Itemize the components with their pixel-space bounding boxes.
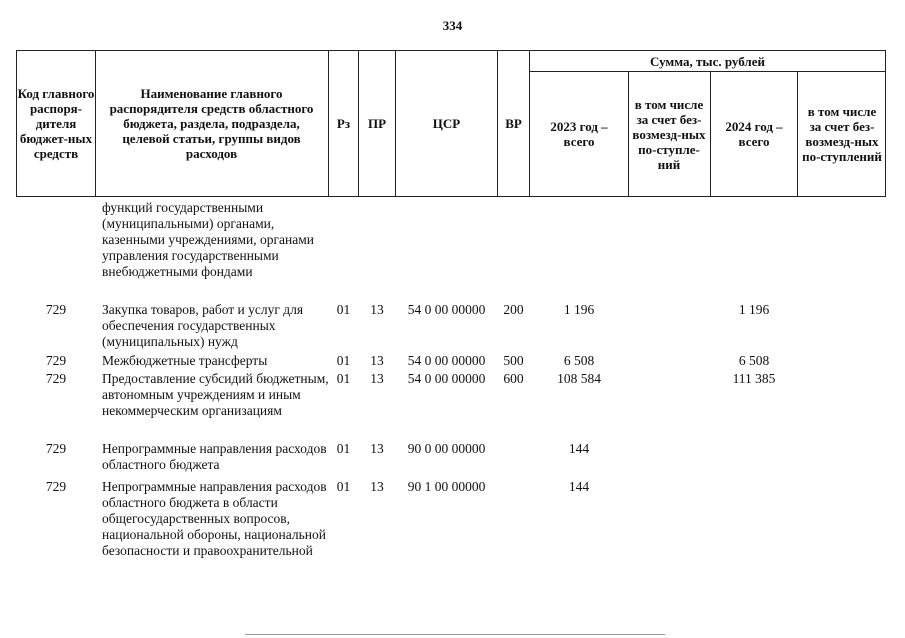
row-name: Непрограммные направления расходов областного бюджета в области общегосударственных вопросов, национальной обороны, национальной безопасности и правоохранительной (102, 479, 327, 558)
row-name: Закупка товаров, работ и услуг для обеспечения государственных (муниципальных) нужд (102, 302, 304, 349)
row-code: 729 (45, 441, 67, 456)
row-rz: 01 (336, 302, 351, 317)
row-name: Непрограммные направления расходов областного бюджета (102, 441, 327, 472)
row-rz: 01 (336, 353, 351, 368)
col-border-10 (885, 50, 886, 197)
row-2023-total: 144 (568, 479, 590, 494)
row-rz: 01 (336, 479, 351, 494)
row-pr: 13 (370, 441, 384, 456)
row-2024-total: 1 196 (738, 302, 770, 317)
row-csr: 90 1 00 00000 (407, 479, 486, 494)
row-2023-total: 6 508 (563, 353, 595, 368)
header-vr: ВР (505, 116, 522, 131)
row-csr: 54 0 00 00000 (407, 353, 486, 368)
header-2023-free: в том числе за счет без-возмезд-ных по-ступле-ний (632, 96, 706, 172)
row-2023-total: 108 584 (557, 371, 601, 386)
header-pr: ПР (367, 116, 387, 131)
row-csr: 54 0 00 00000 (407, 302, 486, 317)
row-name: Межбюджетные трансферты (102, 353, 268, 368)
header-code: Код главного распоря-дителя бюджет-ных средств (17, 86, 95, 161)
col-border-8 (710, 71, 711, 197)
page-bottom-edge (245, 634, 665, 635)
row-code: 729 (45, 479, 67, 494)
row-csr: 54 0 00 00000 (407, 371, 486, 386)
row-code: 729 (45, 353, 67, 368)
header-2023-total: 2023 год – всего (550, 119, 608, 149)
row-2023-total: 144 (568, 441, 590, 456)
row-rz: 01 (336, 441, 351, 456)
row-rz: 01 (336, 371, 351, 386)
row-2024-total: 111 385 (732, 371, 776, 386)
header-name: Наименование главного распорядителя средств областного бюджета, раздела, подраздела, целевой статьи, группы видов расходов (109, 86, 314, 161)
header-csr: ЦСР (432, 116, 461, 131)
col-border-9 (797, 71, 798, 197)
row-csr: 90 0 00 00000 (407, 441, 486, 456)
header-2024-total: 2024 год – всего (725, 119, 783, 149)
row-pr: 13 (370, 353, 384, 368)
header-rz: Рз (336, 116, 351, 131)
row-vr: 500 (503, 353, 524, 368)
row-name: Предоставление субсидий бюджетным, автономным учреждениям и иным некоммерческим организациям (102, 371, 329, 418)
row-pr: 13 (370, 479, 384, 494)
page-number: 334 (442, 18, 463, 33)
col-border-6 (529, 50, 530, 197)
col-border-7 (628, 71, 629, 197)
row-vr: 600 (503, 371, 524, 386)
col-border-1 (95, 50, 96, 197)
row-2023-total: 1 196 (563, 302, 595, 317)
header-2024-free: в том числе за счет без-возмезд-ных по-ступлений (802, 104, 882, 164)
row-2024-total: 6 508 (738, 353, 770, 368)
header-sum-group: Сумма, тыс. рублей (650, 53, 765, 69)
row-pr: 13 (370, 371, 384, 386)
header-bottom-border (16, 196, 886, 197)
row-code: 729 (45, 302, 67, 317)
row-code: 729 (45, 371, 67, 386)
row-name: функций государственными (муниципальными) органами, казенными учреждениями, органами управления государственными внебюджетными фондами (102, 200, 314, 279)
row-pr: 13 (370, 302, 384, 317)
row-vr: 200 (503, 302, 524, 317)
